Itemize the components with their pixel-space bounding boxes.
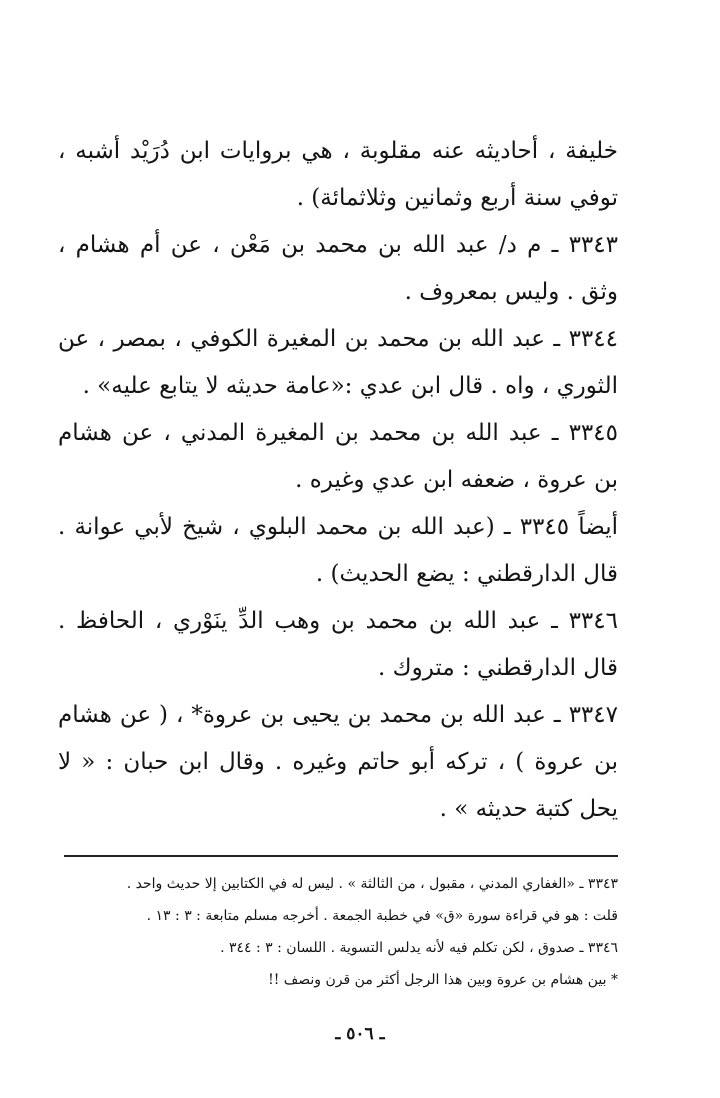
main-text xyxy=(58,128,618,833)
footnote-3346: ٣٣٤٦ ـ صدوق ، لكن تكلم فيه لأنه يدلس التسوية . اللسان : ٣ : ٣٤٤ . xyxy=(220,940,618,956)
entry-3345: ٣٣٤٥ ـ عبد الله بن محمد بن المغيرة المدني ، عن هشام بن عروة ، ضعفه ابن عدي وغيره . xyxy=(58,420,618,493)
entry-3346: ٣٣٤٦ ـ عبد الله بن محمد بن وهب الدِّ ينَوْري ، الحافظ . قال الدارقطني : متروك . xyxy=(58,608,618,681)
entry-3347: ٣٣٤٧ ـ عبد الله بن محمد بن يحيى بن عروة* ، ( عن هشام بن عروة ) ، تركه أبو حاتم وغيره . وقال ابن حبان : « لا يحل كتبة حديثه » . xyxy=(58,702,618,822)
footnote-3343-comment: قلت : هو في قراءة سورة «ق» في خطبة الجمعة . أخرجه مسلم متابعة : ٣ : ١٣ . xyxy=(146,908,618,924)
entry-3345-bis: أيضاً ٣٣٤٥ ـ (عبد الله بن محمد البلوي ، شيخ لأبي عوانة . قال الدارقطني : يضع الحديث) . xyxy=(58,514,618,587)
entry-3344: ٣٣٤٤ ـ عبد الله بن محمد بن المغيرة الكوفي ، بمصر ، عن الثوري ، واه . قال ابن عدي :«عامة حديثه لا يتابع عليه» . xyxy=(58,326,618,399)
footnote-asterisk: * بين هشام بن عروة وبين هذا الرجل أكثر من قرن ونصف !! xyxy=(268,972,618,988)
footnote-3343: ٣٣٤٣ ـ «الغفاري المدني ، مقبول ، من الثالثة » . ليس له في الكتابين إلا حديث واحد . xyxy=(126,876,618,892)
footnotes xyxy=(62,868,618,996)
footnote-divider xyxy=(64,855,618,857)
entry-continuation: خليفة ، أحاديثه عنه مقلوبة ، هي بروايات ابن دُرَيْد أشبه ، توفي سنة أربع وثمانين وثلاثمائة) . xyxy=(58,138,618,211)
entry-3343: ٣٣٤٣ ـ م د/ عبد الله بن محمد بن مَعْن ، عن أم هشام ، وثق . وليس بمعروف . xyxy=(58,232,618,305)
page-number: ـ ٥٠٦ ـ xyxy=(335,1024,385,1044)
